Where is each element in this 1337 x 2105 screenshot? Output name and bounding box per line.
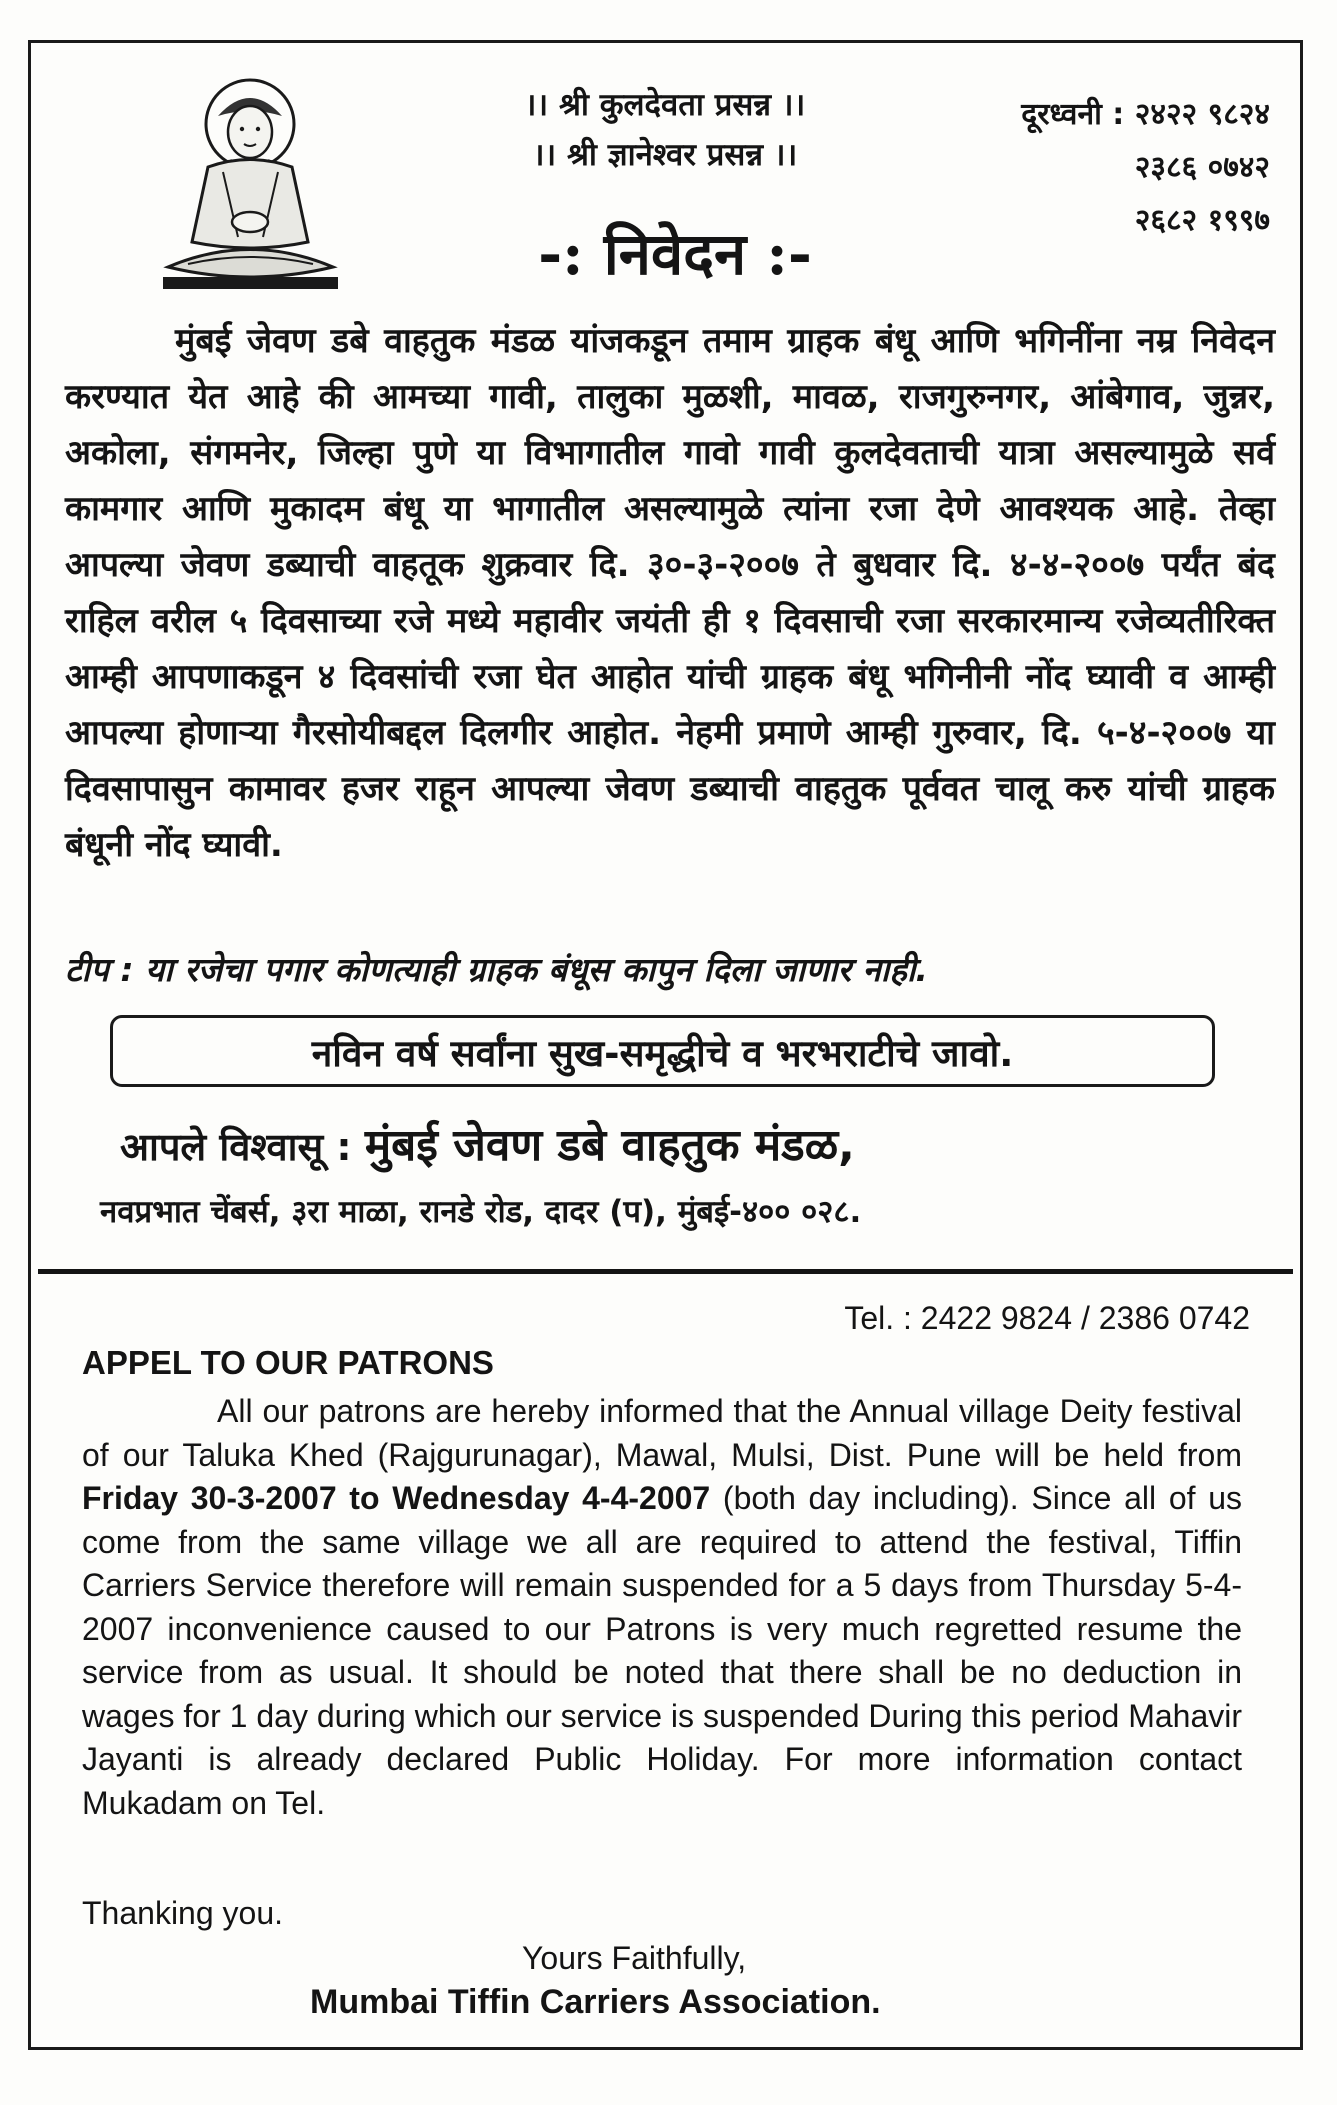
marathi-text-part-1: मुंबई जेवण डबे वाहतुक मंडळ यांजकडून तमाम ग्राहक बंधू आणि भगिनींना नम्र निवेदन करण्यात येत आहे की आमच्या गावी, तालुका मुळशी, मावळ, राजगुरुनगर, आंबेगाव, जुन्नर, अकोला, संगमनेर, जिल्हा पुणे या विभागातील गावो गावी कुलदेवताची यात्रा असल्यामुळे सर्व कामगार आणि मुकादम बंधू या भागातील असल्यामुळे त्यांना रजा देणे आवश्यक आहे. तेव्हा आपल्या जेवण डब्याची वाहतूक: [65, 321, 1275, 585]
marathi-note: टीप : या रजेचा पगार कोणत्याही ग्राहक बंधूस कापुन दिला जाणार नाही.: [65, 950, 928, 989]
phone-number-1: दूरध्वनी : २४२२ ९८२४: [1021, 97, 1270, 132]
marathi-notice-body: [65, 313, 1275, 873]
section-divider: [38, 1269, 1293, 1274]
english-heading: APPEL TO OUR PATRONS: [82, 1344, 494, 1381]
new-year-wish-box: [110, 1015, 1215, 1087]
english-notice-body: [82, 1390, 1242, 1825]
marathi-signature: [120, 1113, 1260, 1173]
yours-faithfully: Yours Faithfully,: [522, 1940, 747, 1976]
english-dates-bold: Friday 30-3-2007 to Wednesday 4-4-2007: [82, 1480, 711, 1516]
saint-dnyaneshwar-illustration: [148, 72, 353, 297]
marathi-paragraph: [65, 313, 1275, 873]
english-text-part-2: (both day including). Since all of us come from the same village we all are required to attend the festival, Tiffin Carriers Service therefore will remain suspended for a 5 days from Thursday 5-4-2007 inconvenience caused to our Patrons is very much regretted resume the service from as usual. It should be noted that there shall be no deduction in wages for 1 day during which our service is suspended During this period Mahavir Jayanti is already declared Public Holiday. For more information contact Mukadam on Tel.: [82, 1480, 1243, 1821]
english-text-part-1: All our patrons are hereby informed that the Annual village Deity festival of our Taluka Khed (Rajgurunagar), Mawal, Mulsi, Dist. Pune will be held from: [82, 1393, 1242, 1473]
marathi-address: नवप्रभात चेंबर्स, ३रा माळा, रानडे रोड, दादर (प), मुंबई-४०० ०२८.: [100, 1194, 862, 1230]
phone-numbers: [960, 88, 1270, 247]
blessings-header: [430, 80, 900, 180]
notice-title: -: निवेदन :-: [538, 220, 812, 288]
blessing-kuldevata: ।। श्री कुलदेवता प्रसन्न ।।: [524, 87, 806, 123]
marathi-dates-bold: शुक्रवार दि. ३०-३-२००७ ते बुधवार दि. ४-४-२००७ पर्यंत: [481, 545, 1221, 585]
thanking-you: Thanking you.: [82, 1895, 284, 1931]
english-paragraph: [82, 1390, 1242, 1825]
phone-number-2: २३८६ ०७४२: [1134, 150, 1270, 185]
new-year-wish: नविन वर्ष सर्वांना सुख-समृद्धीचे व भरभराटीचे जावो.: [311, 1031, 1014, 1075]
english-telephone: Tel. : 2422 9824 / 2386 0742: [844, 1300, 1250, 1336]
phone-number-3: २६८२ १९९७: [1134, 203, 1270, 238]
signature-label: आपले विश्वासू :: [120, 1125, 365, 1169]
marathi-text-part-2: बंद राहिल वरील ५ दिवसाच्या रजे मध्ये महावीर जयंती ही १ दिवसाची रजा सरकारमान्य रजेव्यतीरिक्त आम्ही आपणाकडून ४ दिवसांची रजा घेत आहोत यांची ग्राहक बंधू भगिनीनी नोंद घ्यावी व आम्ही आपल्या होणाऱ्या गैरसोयीबद्दल दिलगीर आहोत. नेहमी प्रमाणे आम्ही गुरुवार, दि. ५-४-२००७ या दिवसापासुन कामावर हजर राहून आपल्या जेवण डब्याची वाहतुक पूर्ववत चालू करु यांची ग्राहक बंधूनी नोंद घ्यावी.: [65, 545, 1275, 865]
association-name: Mumbai Tiffin Carriers Association.: [310, 1983, 881, 2021]
signature-organization: मुंबई जेवण डबे वाहतुक मंडळ,: [364, 1120, 855, 1171]
blessing-dnyaneshwar: ।। श्री ज्ञानेश्वर प्रसन्न ।।: [532, 137, 798, 173]
